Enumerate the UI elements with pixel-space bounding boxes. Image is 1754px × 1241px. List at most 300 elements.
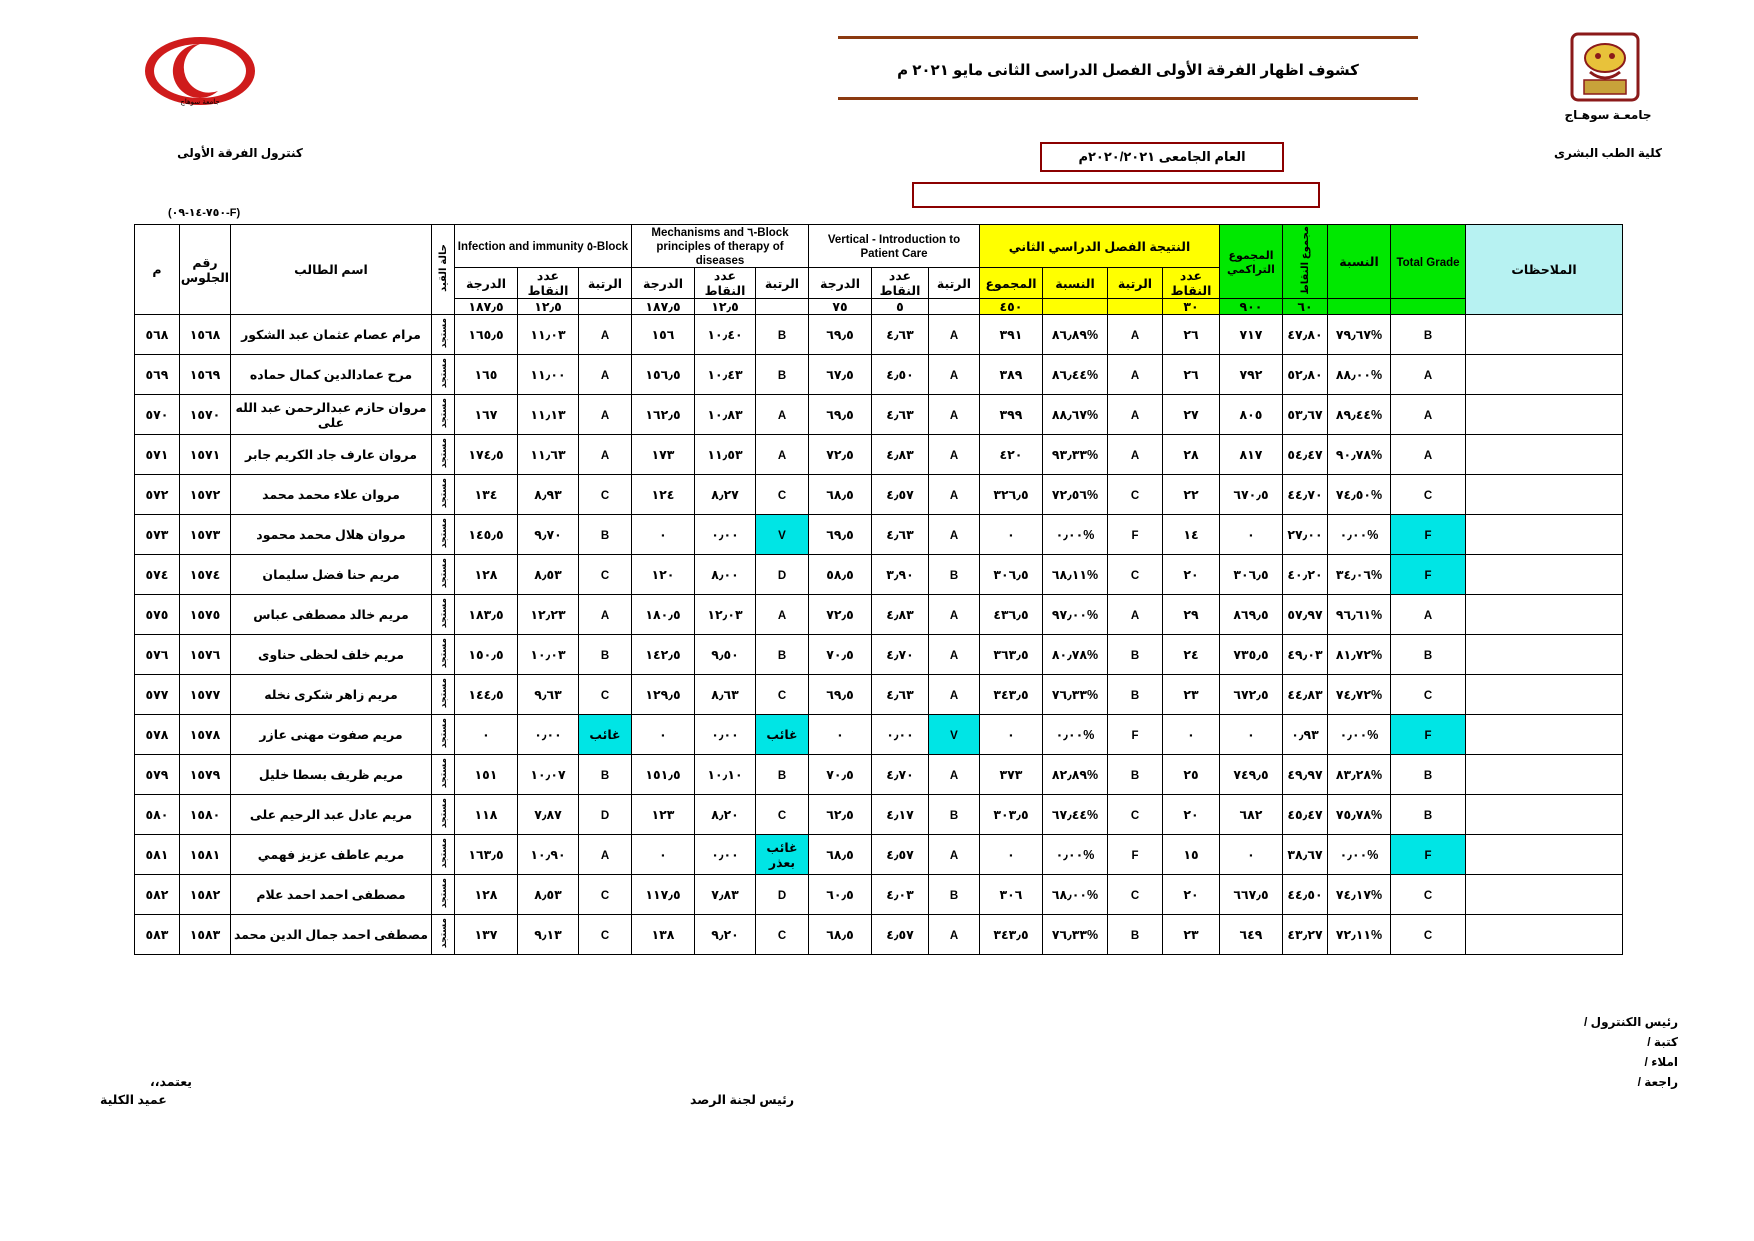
title-rule-bottom — [838, 97, 1418, 100]
cell-notes — [1466, 795, 1623, 835]
cell-block6-degree: ١٣٨ — [632, 915, 695, 955]
cell-semester-rank — [1108, 355, 1163, 395]
cell-vertical-degree: ٧٢٫٥ — [809, 595, 872, 635]
cell-cumulative: ٧١٧ — [1220, 315, 1283, 355]
cell-block5-points: ١١٫٠٣ — [518, 315, 579, 355]
th-v-degree: الدرجة — [809, 268, 872, 299]
attendance-status: مستجد — [438, 757, 448, 789]
cell-semester-rank — [1108, 475, 1163, 515]
cell-block6-points: ٧٫٨٣ — [695, 875, 756, 915]
cell-percent: %٨٣٫٢٨ — [1328, 755, 1391, 795]
cell-semester-rank-value: A — [1130, 449, 1140, 462]
cell-percent: %٧٤٫١٧ — [1328, 875, 1391, 915]
cell-notes — [1466, 635, 1623, 675]
cell-vertical-degree: ٦٨٫٥ — [809, 915, 872, 955]
cell-block5-points: ١٠٫٩٠ — [518, 835, 579, 875]
cell-block5-degree: ١٧٤٫٥ — [455, 435, 518, 475]
cell-vertical-rank-value: A — [949, 449, 959, 462]
cell-notes — [1466, 355, 1623, 395]
cell-student-name: مروان هلال محمد محمود — [231, 515, 432, 555]
cell-semester-rank-value: C — [1130, 569, 1140, 582]
cell-block5-points: ١١٫٦٣ — [518, 435, 579, 475]
cell-total: ٣٧٣ — [980, 755, 1043, 795]
th-v-rank: الرتبة — [929, 268, 980, 299]
table-row — [135, 835, 1623, 875]
cell-percent: %٧٥٫٧٨ — [1328, 795, 1391, 835]
cell-vertical-rank — [929, 395, 980, 435]
cell-percent: %٠٫٠٠ — [1328, 835, 1391, 875]
max-ratio — [1043, 299, 1108, 315]
table-row — [135, 555, 1623, 595]
cell-notes — [1466, 835, 1623, 875]
cell-points-sum: ٥٢٫٨٠ — [1283, 355, 1328, 395]
cell-ratio: %٦٨٫٠٠ — [1043, 875, 1108, 915]
cell-block6-degree: ١٢٤ — [632, 475, 695, 515]
cell-block6-rank: غائب بعذر — [756, 835, 809, 875]
cell-ratio: %٨٢٫٨٩ — [1043, 755, 1108, 795]
th-notes: الملاحظات — [1466, 225, 1623, 315]
th-total: المجموع — [980, 268, 1043, 299]
cell-points-sum: ٤٤٫٧٠ — [1283, 475, 1328, 515]
faculty-name: كلية الطب البشرى — [1554, 146, 1662, 160]
cell-block6-rank — [756, 515, 809, 555]
cell-serial: ٥٧٢ — [135, 475, 180, 515]
cell-cumulative: ٠ — [1220, 715, 1283, 755]
cell-attendance — [432, 595, 455, 635]
th-points-sum: مجموع النقاط — [1283, 225, 1328, 299]
cell-block5-degree: ١٦٧ — [455, 395, 518, 435]
cell-block6-points: ٠٫٠٠ — [695, 515, 756, 555]
cell-block6-rank-value: A — [777, 449, 787, 462]
cell-percent: %٩٠٫٧٨ — [1328, 435, 1391, 475]
cell-vertical-rank — [929, 795, 980, 835]
cell-notes — [1466, 555, 1623, 595]
cell-student-name: مريم صفوت مهنى عازر — [231, 715, 432, 755]
cell-block6-degree: ١٥٦٫٥ — [632, 355, 695, 395]
cell-ratio: %٨٦٫٤٤ — [1043, 355, 1108, 395]
cell-points-sum: ٥٧٫٩٧ — [1283, 595, 1328, 635]
cell-vertical-points: ٤٫٠٣ — [872, 875, 929, 915]
cell-total: ٣٩٩ — [980, 395, 1043, 435]
cell-student-name: مريم ظريف بسطا خليل — [231, 755, 432, 795]
cell-ratio: %٧٦٫٣٣ — [1043, 675, 1108, 715]
cell-block5-degree: ١٤٤٫٥ — [455, 675, 518, 715]
cell-total-grade-value: C — [1423, 689, 1433, 702]
cell-total: ٣٩١ — [980, 315, 1043, 355]
cell-block6-rank-value: D — [777, 889, 787, 902]
cell-block6-rank-value: C — [777, 489, 787, 502]
cell-block6-points: ٨٫٢٧ — [695, 475, 756, 515]
cell-serial: ٥٧٣ — [135, 515, 180, 555]
cell-block5-points: ١١٫١٣ — [518, 395, 579, 435]
th-b6-degree: الدرجة — [632, 268, 695, 299]
cell-cumulative: ٣٠٦٫٥ — [1220, 555, 1283, 595]
cell-vertical-points: ٤٫٨٣ — [872, 435, 929, 475]
cell-total: ٣٤٣٫٥ — [980, 675, 1043, 715]
cell-ratio: %٦٨٫١١ — [1043, 555, 1108, 595]
cell-serial: ٥٨٢ — [135, 875, 180, 915]
cell-points-count: ٠ — [1163, 715, 1220, 755]
cell-block5-degree: ١٤٥٫٥ — [455, 515, 518, 555]
cell-points-sum: ٤٥٫٤٧ — [1283, 795, 1328, 835]
cell-cumulative: ٠ — [1220, 515, 1283, 555]
cell-block6-degree: ١٨٠٫٥ — [632, 595, 695, 635]
th-b5-rank: الرتبة — [579, 268, 632, 299]
cell-total-grade-value: F — [1424, 529, 1432, 542]
cell-vertical-rank-value: B — [949, 889, 959, 902]
cell-attendance — [432, 675, 455, 715]
cell-vertical-points: ٣٫٩٠ — [872, 555, 929, 595]
cell-total: ٣٦٣٫٥ — [980, 635, 1043, 675]
cell-block5-rank-value: D — [600, 809, 610, 822]
cell-block5-rank — [579, 315, 632, 355]
cell-cumulative: ٧٩٢ — [1220, 355, 1283, 395]
cell-vertical-points: ٤٫٧٠ — [872, 635, 929, 675]
cell-attendance — [432, 515, 455, 555]
table-row — [135, 435, 1623, 475]
attendance-status: مستجد — [438, 717, 448, 749]
cell-block6-rank-value: B — [777, 369, 787, 382]
cell-percent: %٧٤٫٧٢ — [1328, 675, 1391, 715]
cell-points-count: ٢٨ — [1163, 435, 1220, 475]
cell-points-sum: ٤٩٫٩٧ — [1283, 755, 1328, 795]
cell-student-name: مريم عادل عبد الرحيم على — [231, 795, 432, 835]
cell-cumulative: ٨٦٩٫٥ — [1220, 595, 1283, 635]
cell-block5-rank — [579, 435, 632, 475]
cell-block5-rank — [579, 835, 632, 875]
cell-block6-rank — [756, 435, 809, 475]
cell-block5-rank — [579, 475, 632, 515]
cell-vertical-points: ٠٫٠٠ — [872, 715, 929, 755]
cell-vertical-rank — [929, 675, 980, 715]
cell-total-grade — [1391, 595, 1466, 635]
cell-vertical-points: ٤٫٧٠ — [872, 755, 929, 795]
cell-vertical-rank-value: A — [949, 849, 959, 862]
cell-block6-degree: ١١٧٫٥ — [632, 875, 695, 915]
cell-points-count: ٢٥ — [1163, 755, 1220, 795]
cell-block6-rank-value: A — [777, 609, 787, 622]
cell-semester-rank-value: C — [1130, 809, 1140, 822]
cell-total-grade-value: F — [1424, 729, 1432, 742]
cell-student-name: مريم زاهر شكرى نخله — [231, 675, 432, 715]
cell-block6-degree: ١٢٩٫٥ — [632, 675, 695, 715]
cell-points-count: ٢٠ — [1163, 555, 1220, 595]
cell-attendance — [432, 435, 455, 475]
cell-attendance — [432, 395, 455, 435]
cell-semester-rank — [1108, 915, 1163, 955]
cell-points-sum: ٥٤٫٤٧ — [1283, 435, 1328, 475]
max-points-sum: ٦٠ — [1283, 299, 1328, 315]
cell-points-count: ٢٣ — [1163, 915, 1220, 955]
attendance-status: مستجد — [438, 557, 448, 589]
cell-vertical-rank — [929, 595, 980, 635]
cell-block6-rank-value: C — [777, 929, 787, 942]
cell-block6-rank-value: B — [777, 649, 787, 662]
cell-total-grade — [1391, 355, 1466, 395]
grades-table — [134, 224, 1623, 955]
cell-vertical-points: ٤٫٦٣ — [872, 315, 929, 355]
cell-attendance — [432, 915, 455, 955]
cell-semester-rank-value: A — [1130, 409, 1140, 422]
cell-points-sum: ٤٩٫٠٣ — [1283, 635, 1328, 675]
table-row — [135, 515, 1623, 555]
cell-block5-rank-value: B — [600, 769, 610, 782]
footer-review: راجعة / — [1637, 1075, 1678, 1089]
footer-committee-head: رئيس لجنة الرصد — [690, 1093, 795, 1107]
cell-ratio: %٦٧٫٤٤ — [1043, 795, 1108, 835]
attendance-status: مستجد — [438, 797, 448, 829]
cell-block6-rank — [756, 915, 809, 955]
cell-vertical-rank-value: A — [949, 529, 959, 542]
cell-ratio: %٨٨٫٦٧ — [1043, 395, 1108, 435]
attendance-status: مستجد — [438, 597, 448, 629]
cell-vertical-rank-value: A — [949, 329, 959, 342]
cell-points-count: ٢٣ — [1163, 675, 1220, 715]
cell-vertical-rank — [929, 475, 980, 515]
cell-student-name: مروان حازم عبدالرحمن عبد الله على — [231, 395, 432, 435]
cell-block5-rank — [579, 795, 632, 835]
cell-total-grade — [1391, 555, 1466, 595]
cell-block6-rank — [756, 315, 809, 355]
cell-attendance — [432, 795, 455, 835]
th-total-grade: Total Grade — [1391, 225, 1466, 299]
cell-vertical-rank — [929, 555, 980, 595]
cell-points-count: ٢٧ — [1163, 395, 1220, 435]
cell-seat-no: ١٥٨٣ — [180, 915, 231, 955]
cell-total-grade-value: C — [1423, 889, 1433, 902]
max-v-points: ٥ — [872, 299, 929, 315]
table-row — [135, 355, 1623, 395]
cell-block5-degree: ١٨٣٫٥ — [455, 595, 518, 635]
cell-vertical-degree: ٦٠٫٥ — [809, 875, 872, 915]
cell-points-sum: ٤٣٫٢٧ — [1283, 915, 1328, 955]
cell-attendance — [432, 635, 455, 675]
cell-total: ٣٨٩ — [980, 355, 1043, 395]
attendance-status: مستجد — [438, 317, 448, 349]
cell-total: ٣٢٦٫٥ — [980, 475, 1043, 515]
cell-vertical-rank — [929, 315, 980, 355]
cell-block6-degree: ١٢٣ — [632, 795, 695, 835]
cell-block5-degree: ١١٨ — [455, 795, 518, 835]
cell-serial: ٥٧٧ — [135, 675, 180, 715]
cell-block5-points: ٨٫٩٣ — [518, 475, 579, 515]
cell-block5-rank — [579, 635, 632, 675]
cell-student-name: مصطفى احمد احمد علام — [231, 875, 432, 915]
cell-points-sum: ٣٨٫٦٧ — [1283, 835, 1328, 875]
cell-student-name: مروان عارف جاد الكريم جابر — [231, 435, 432, 475]
cell-block6-degree: ٠ — [632, 715, 695, 755]
cell-block5-rank: غائب — [579, 715, 632, 755]
cell-serial: ٥٧٤ — [135, 555, 180, 595]
cell-block5-degree: ١٦٥ — [455, 355, 518, 395]
cell-seat-no: ١٥٧٢ — [180, 475, 231, 515]
cell-attendance — [432, 475, 455, 515]
max-b5-rank — [579, 299, 632, 315]
cell-block6-points: ١٠٫٤٣ — [695, 355, 756, 395]
cell-block5-rank — [579, 395, 632, 435]
cell-vertical-rank — [929, 515, 980, 555]
cell-block5-rank — [579, 755, 632, 795]
cell-ratio: %٨٦٫٨٩ — [1043, 315, 1108, 355]
cell-total: ٣٠٣٫٥ — [980, 795, 1043, 835]
cell-vertical-rank — [929, 875, 980, 915]
cell-cumulative: ٠ — [1220, 835, 1283, 875]
cell-block6-degree: ٠ — [632, 835, 695, 875]
attendance-status: مستجد — [438, 517, 448, 549]
cell-vertical-degree: ٦٩٫٥ — [809, 395, 872, 435]
max-b6-rank — [756, 299, 809, 315]
attendance-status: مستجد — [438, 637, 448, 669]
cell-vertical-points: ٤٫٥٠ — [872, 355, 929, 395]
th-semester-result: النتيجة الفصل الدراسي الثاني — [980, 225, 1220, 268]
cell-seat-no: ١٥٧٧ — [180, 675, 231, 715]
cell-block5-rank-value: C — [600, 929, 610, 942]
cell-cumulative: ٦٨٢ — [1220, 795, 1283, 835]
cell-points-count: ٢٢ — [1163, 475, 1220, 515]
cell-semester-rank — [1108, 595, 1163, 635]
cell-total: ٠ — [980, 515, 1043, 555]
cell-notes — [1466, 435, 1623, 475]
cell-vertical-rank-value: A — [949, 929, 959, 942]
attendance-status: مستجد — [438, 397, 448, 429]
th-student-name: اسم الطالب — [231, 225, 432, 315]
footer-approve: يعتمد،، — [150, 1075, 192, 1089]
cell-total-grade-value: A — [1423, 609, 1433, 622]
cell-ratio: %٠٫٠٠ — [1043, 715, 1108, 755]
cell-attendance — [432, 355, 455, 395]
cell-total: ٤٢٠ — [980, 435, 1043, 475]
cell-total-grade-value: F — [1424, 569, 1432, 582]
cell-points-count: ٢٦ — [1163, 355, 1220, 395]
cell-semester-rank — [1108, 675, 1163, 715]
cell-seat-no: ١٥٨١ — [180, 835, 231, 875]
cell-notes — [1466, 515, 1623, 555]
cell-block6-points: ٨٫٠٠ — [695, 555, 756, 595]
cell-semester-rank-value: F — [1131, 529, 1139, 542]
cell-vertical-rank — [929, 755, 980, 795]
cell-semester-rank — [1108, 795, 1163, 835]
cell-serial: ٥٧٠ — [135, 395, 180, 435]
cell-serial: ٥٦٩ — [135, 355, 180, 395]
cell-block5-rank-value: C — [600, 889, 610, 902]
cell-block5-degree: ١٣٤ — [455, 475, 518, 515]
cell-total-grade-value: A — [1423, 369, 1433, 382]
cell-seat-no: ١٥٦٨ — [180, 315, 231, 355]
th-b5-points: عدد النقاط — [518, 268, 579, 299]
cell-cumulative: ٨٠٥ — [1220, 395, 1283, 435]
cell-total-grade — [1391, 635, 1466, 675]
cell-ratio: %٠٫٠٠ — [1043, 835, 1108, 875]
footer-dean: عميد الكلية — [100, 1093, 167, 1107]
cell-ratio: %٩٣٫٣٣ — [1043, 435, 1108, 475]
cell-points-sum: ٥٣٫٦٧ — [1283, 395, 1328, 435]
attendance-status: مستجد — [438, 357, 448, 389]
cell-block5-rank — [579, 915, 632, 955]
th-seat-no: رقم الجلوس — [180, 225, 231, 315]
cell-block6-rank — [756, 635, 809, 675]
cell-vertical-points: ٤٫٦٣ — [872, 515, 929, 555]
cell-block6-rank — [756, 355, 809, 395]
cell-vertical-rank — [929, 435, 980, 475]
cell-block5-rank-value: C — [600, 569, 610, 582]
cell-percent: %٧٢٫١١ — [1328, 915, 1391, 955]
cell-block5-points: ٩٫٧٠ — [518, 515, 579, 555]
table-row — [135, 595, 1623, 635]
cell-student-name: مرح عمادالدين كمال حماده — [231, 355, 432, 395]
cell-block6-rank-value: D — [777, 569, 787, 582]
max-b6-degree: ١٨٧٫٥ — [632, 299, 695, 315]
cell-block5-rank-value: B — [600, 649, 610, 662]
cell-vertical-degree: ٦٢٫٥ — [809, 795, 872, 835]
cell-points-sum: ٤٤٫٨٣ — [1283, 675, 1328, 715]
cell-semester-rank — [1108, 315, 1163, 355]
cell-block6-rank — [756, 595, 809, 635]
cell-semester-rank — [1108, 715, 1163, 755]
cell-seat-no: ١٥٧٠ — [180, 395, 231, 435]
cell-block6-points: ١٠٫١٠ — [695, 755, 756, 795]
cell-block6-points: ٨٫٦٣ — [695, 675, 756, 715]
th-v-points: عدد النقاط — [872, 268, 929, 299]
cell-semester-rank-value: C — [1130, 889, 1140, 902]
form-code: (F-٧٥٠-١٤-٠٩) — [168, 207, 241, 219]
cell-notes — [1466, 875, 1623, 915]
cell-attendance — [432, 555, 455, 595]
cell-semester-rank — [1108, 515, 1163, 555]
cell-attendance — [432, 835, 455, 875]
attendance-status: مستجد — [438, 877, 448, 909]
cell-total-grade — [1391, 435, 1466, 475]
cell-total: ٤٣٦٫٥ — [980, 595, 1043, 635]
table-row — [135, 715, 1623, 755]
cell-block5-points: ١٠٫٠٣ — [518, 635, 579, 675]
cell-total-grade — [1391, 795, 1466, 835]
cell-vertical-degree: ٧٢٫٥ — [809, 435, 872, 475]
max-b6-points: ١٢٫٥ — [695, 299, 756, 315]
cell-semester-rank-value: F — [1131, 729, 1139, 742]
cell-block5-degree: ١٥١ — [455, 755, 518, 795]
cell-vertical-rank — [929, 635, 980, 675]
cell-block6-points: ٩٫٢٠ — [695, 915, 756, 955]
cell-cumulative: ٦٤٩ — [1220, 915, 1283, 955]
cell-seat-no: ١٥٧٨ — [180, 715, 231, 755]
university-emblem-icon — [1560, 28, 1650, 108]
cell-vertical-points: ٤٫٦٣ — [872, 395, 929, 435]
cell-block5-rank-value: C — [600, 489, 610, 502]
cell-points-sum: ٤٤٫٥٠ — [1283, 875, 1328, 915]
control-name: كنترول الفرقة الأولى — [177, 146, 303, 160]
cell-semester-rank — [1108, 435, 1163, 475]
cell-seat-no: ١٥٨٢ — [180, 875, 231, 915]
cell-seat-no: ١٥٧٣ — [180, 515, 231, 555]
footer-writers: كتبة / — [1647, 1035, 1678, 1049]
cell-student-name: مريم خالد مصطفى عباس — [231, 595, 432, 635]
cell-serial: ٥٦٨ — [135, 315, 180, 355]
cell-seat-no: ١٥٨٠ — [180, 795, 231, 835]
th-rank: الرتبة — [1108, 268, 1163, 299]
cell-block6-degree: ١٢٠ — [632, 555, 695, 595]
cell-student-name: مريم عاطف عزيز فهمي — [231, 835, 432, 875]
cell-vertical-rank-value: V — [950, 729, 958, 742]
cell-semester-rank-value: B — [1130, 929, 1140, 942]
cell-cumulative: ٦٧٠٫٥ — [1220, 475, 1283, 515]
attendance-status: مستجد — [438, 917, 448, 949]
cell-total-grade — [1391, 515, 1466, 555]
cell-block6-rank-value: V — [778, 529, 786, 542]
cell-block6-degree: ١٥٦ — [632, 315, 695, 355]
cell-serial: ٥٨١ — [135, 835, 180, 875]
cell-block6-degree: ١٤٢٫٥ — [632, 635, 695, 675]
cell-block5-rank — [579, 675, 632, 715]
